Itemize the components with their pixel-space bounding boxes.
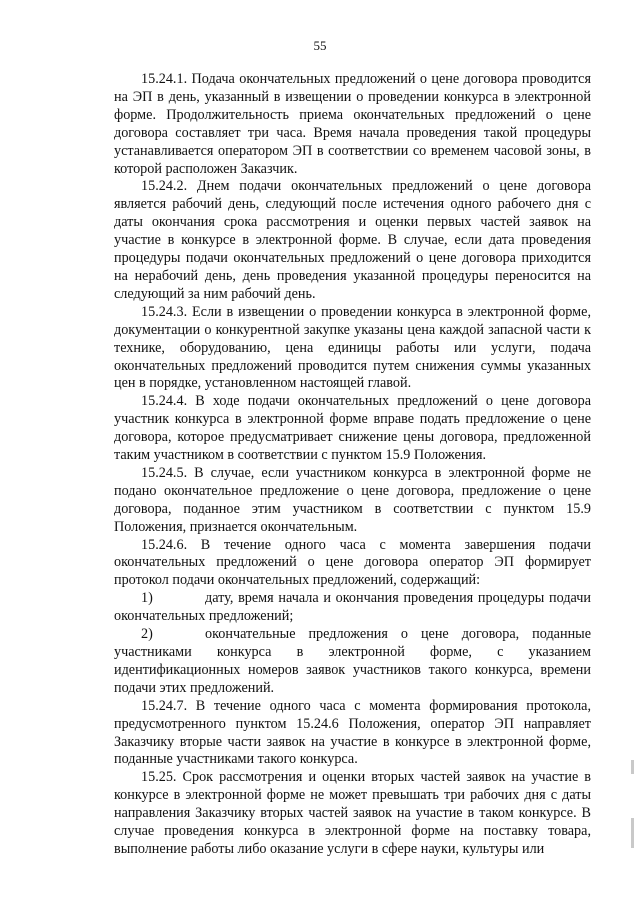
paragraph-15-24-4: 15.24.4. В ходе подачи окончательных предложений о цене договора участник конкурса в электронной форме вправе подать предложение о цене договора, которое предусматривает снижение цены договора, предложенной таким участником в соответствии с пунктом 15.9 Положения. (114, 393, 591, 464)
list-item-text: окончательные предложения о цене договора, поданные участниками конкурса в электронной форме, с указанием идентификационных номеров заявок участников такого конкурса, времени подачи этих предложений. (114, 626, 591, 696)
scan-edge-mark (631, 818, 634, 848)
scan-edge-mark (631, 760, 634, 774)
paragraph-15-24-6: 15.24.6. В течение одного часа с момента завершения подачи окончательных предложений о цене договора оператор ЭП формирует протокол подачи окончательных предложений, содержащий: (114, 536, 591, 589)
page-number: 55 (313, 38, 327, 53)
paragraph-15-24-1: 15.24.1. Подача окончательных предложений о цене договора проводится на ЭП в день, указанный в извещении о проведении конкурса в электронной форме. Продолжительность приема окончательных предложений о цене договора составляет три часа. Время начала проведения такой процедуры устанавливается оператором ЭП в соответствии со временем часовой зоны, в которой расположен Заказчик. (114, 71, 591, 177)
paragraph-15-24-2: 15.24.2. Днем подачи окончательных предложений о цене договора является рабочий день, следующий после истечения одного рабочего дня с даты окончания срока рассмотрения и оценки первых частей заявок на участие в конкурсе в электронной форме. В случае, если дата проведения процедуры подачи окончательных предложений о цене договора приходится на нерабочий день, день проведения указанной процедуры переносится на следующий за ним рабочий день. (114, 178, 591, 302)
list-item-text: дату, время начала и окончания проведения процедуры подачи окончательных предложений; (114, 590, 591, 625)
list-item-1 (114, 590, 591, 626)
paragraph-15-24-5: 15.24.5. В случае, если участником конкурса в электронной форме не подано окончательное предложение о цене договора, предложение о цене договора, поданное этим участником в соответствии с пунктом 15.9 Положения, признается окончательным. (114, 464, 591, 535)
list-item-number: 2) (141, 626, 153, 643)
paragraph-15-24-7: 15.24.7. В течение одного часа с момента формирования протокола, предусмотренного пунктом 15.24.6 Положения, оператор ЭП направляет Заказчику вторые части заявок на участие в конкурсе в электронной форме, поданные участниками такого конкурса. (114, 697, 591, 768)
paragraph-15-24-3: 15.24.3. Если в извещении о проведении конкурса в электронной форме, документации о конкурентной закупке указаны цена каждой запасной части к технике, оборудованию, цена единицы работы или услуги, подача окончательных предложений проводится путем снижения суммы указанных цен в порядке, установленном настоящей главой. (114, 303, 591, 392)
list-item-2 (114, 626, 591, 698)
paragraph-15-25: 15.25. Срок рассмотрения и оценки вторых частей заявок на участие в конкурсе в электронной форме не может превышать три рабочих дня с даты направления Заказчику вторых частей заявок на участие в таком конкурсе. В случае проведения конкурса в электронной форме на поставку товара, выполнение работы либо оказание услуги в сфере науки, культуры или (114, 769, 591, 857)
document-body (114, 71, 591, 859)
list-item-number: 1) (141, 590, 153, 607)
